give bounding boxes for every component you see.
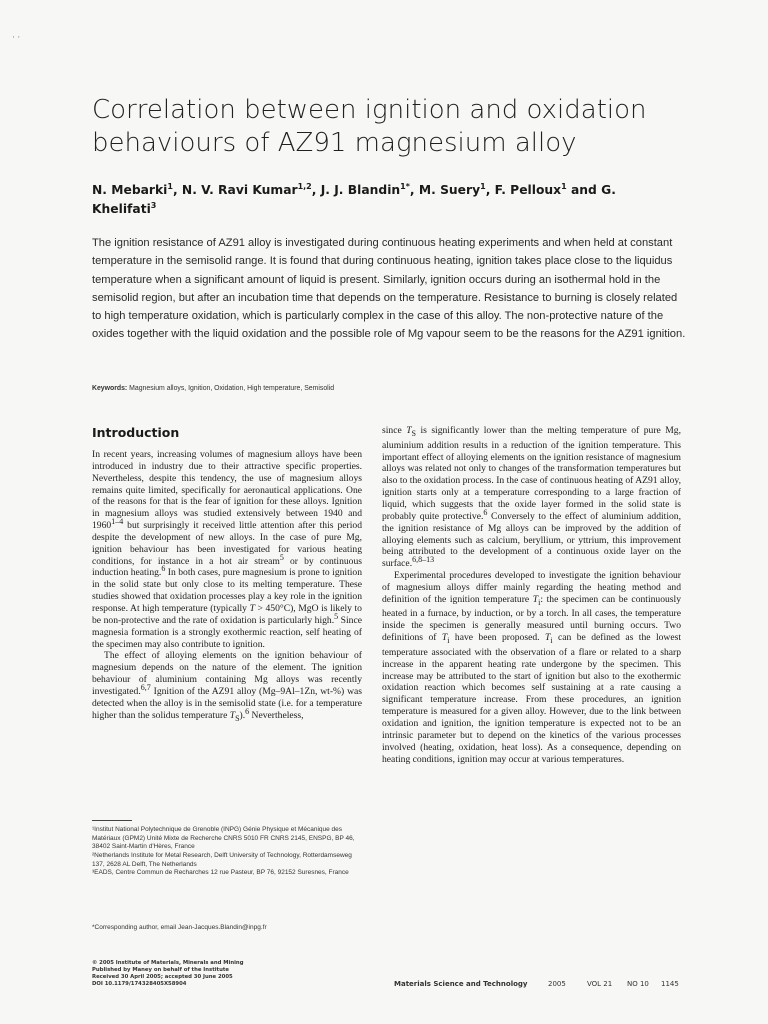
author-affiliation-marker: 3 [150,200,157,210]
keywords-label: Keywords: [92,385,128,392]
author-affiliation-marker: 1 [561,181,567,191]
body-paragraph: The effect of alloying elements on the ignition behaviour of magnesium depends on the nature of the element. The ignition behaviour of aluminium containing Mg alloys was recently investigated.$^{6,7}$ Ignition of the AZ91 alloy (Mg–9Al–1Zn, wt-%) was detected when the alloy is in the semisolid state (i.e. for a temperature higher than the solidus temperature $T_S).^6$ Nevertheless, [92,650,362,723]
author-name: M. Suery [418,183,481,197]
footer-page-number: 1145 [661,980,679,988]
affiliation-1: ¹Institut National Polytechnique de Grenoble (INPG) Génie Physique et Mécanique des Matériaux (GPM2) Unité Mixte de Recherche CNRS 5010 FR CNRS 2145, ENSPG, BP 46, 38402 Saint-Martin d'Hères, France [92,826,355,851]
corresponding-author: *Corresponding author, email Jean-Jacques.Blandin@inpg.fr [92,924,267,931]
footer-volume: VOL 21 [587,980,613,988]
author-affiliation-marker: 1 [480,181,486,191]
introduction-heading: Introduction [92,425,180,440]
author-list [92,181,672,219]
received-line: Received 30 April 2005; accepted 30 June 2005 [92,974,233,980]
footnote-rule [92,820,132,821]
footer-year: 2005 [548,980,566,988]
body-paragraph: since $T_S$ is significantly lower than the melting temperature of pure Mg, aluminium addition results in a reduction of the ignition temperature. This important effect of alloying elements on the ignition resistance of magnesium alloys was related not only to changes of the transformation temperatures but also to the oxidation process. In the case of continuous heating of AZ91 alloy, ignition starts only at a temperature corresponding to a large fraction of liquid, which suggests that the oxide layer formed in the solid state is probably quite protective.$^6$ Conversely to the effect of aluminium addition, the ignition resistance of Mg alloys can be improved by the addition of alloying elements such as calcium, beryllium, or yttrium, this improvement being attributed to the development of a continuous oxide layer on the surface.$^{6,8-13}$ [382,425,682,570]
body-column-left [92,449,362,724]
doi-line: DOI 10.1179/174328405X58904 [92,981,187,987]
affiliation-2: ²Netherlands Institute for Metal Research, Delft University of Technology, Rotterdamseweg 137, 2628 AL Delft, The Netherlands [92,851,352,868]
article-title: Correlation between ignition and oxidation behaviours of AZ91 magnesium alloy [92,95,647,158]
author-name: F. Pelloux [494,183,562,197]
author-name: G. Khelifati [92,183,616,216]
copyright-line: © 2005 Institute of Materials, Minerals and Mining [92,960,244,966]
author-separator: , [311,183,321,197]
keywords-line [92,385,682,392]
footer-journal: Materials Science and Technology [394,980,528,988]
publisher-line: Published by Maney on behalf of the Institute [92,967,229,973]
author-name: N. V. Ravi Kumar [181,183,298,197]
author-separator: , [172,183,182,197]
body-paragraph: Experimental procedures developed to investigate the ignition behaviour of magnesium alloys differ mainly regarding the heating method and definition of the ignition temperature $T_i$: the specimen can be continuously heated in a furnace, by induction, or by a torch. In all cases, the temperature inside the specimen is generally measured until burning occurs. Two definitions of $T_i$ have been proposed. $T_i$ can be defined as the lowest temperature associated with the observation of a flare or related to a sharp increase in the apparent heating rate undergone by the specimen. This increase may be attributed to the start of ignition but also to the exothermic oxidation reaction which becomes self sustaining at a rate causing a significant temperature increase. From these procedures, an ignition temperature is measured for a given alloy. However, due to the link between oxidation and ignition, the ignition temperature is expected not to be an intrinsic parameter but to depend on the kinetics of the various processes involved (heating, oxidation, heat loss). As a consequence, depending on heating conditions, ignition may occur at various temperatures. [382,570,682,765]
author-separator: , [409,183,419,197]
body-column-right [382,425,681,765]
body-paragraph: In recent years, increasing volumes of magnesium alloys have been introduced in industry due to their attractive specific properties. Nevertheless, despite this tendency, the use of magnesium alloys remains quite limited, specifically for aeronautical applications. One of the reasons for that is the fear of ignition for these alloys. Ignition in magnesium alloys was studied extensively between 1940 and 1960$^{1-4}$ but surprisingly it received little attention after this period despite the development of new alloys. In the case of pure Mg, ignition behaviour has been investigated for various heating conditions, for instance in a hot air stream$^5$ or by continuous induction heating.$^6$ In both cases, pure magnesium is prone to ignition in the solid state but only close to its melting temperature. These studies showed that oxidation processes play a key role in the ignition response. At high temperature (typically T > 450°C), MgO is likely to be non-protective and the rate of oxidation is particularly high.$^5$ Since magnesia formation is a strongly exothermic reaction, self heating of the specimen may also contribute to ignition. [92,449,362,650]
author-name: J. J. Blandin [320,183,401,197]
affiliations [92,826,364,878]
abstract: The ignition resistance of AZ91 alloy is investigated during continuous heating experiments and when held at constant temperature in the semisolid range. It is found that during continuous heating, ignition takes place close to the liquidus temperature when a significant amount of liquid is present. Similarly, ignition occurs during an isothermal hold in the semisolid region, but after an incubation time that depends on the temperature. Resistance to burning is closely related to high temperature oxidation, which is particularly complex in the case of this alloy. The non-protective nature of the oxides together with the liquid oxidation and the possible role of Mg vapour seem to be the reasons for the AZ91 ignition. [92,237,686,341]
copyright-block [92,960,332,988]
author-separator: , [485,183,495,197]
footer-issue: NO 10 [627,980,649,988]
author-name: N. Mebarki [92,183,168,197]
author-affiliation-marker: 1* [400,181,410,191]
scan-mark: · · [12,32,21,42]
author-affiliation-marker: 1 [167,181,173,191]
author-affiliation-marker: 1,2 [297,181,312,191]
keywords-text: Magnesium alloys, Ignition, Oxidation, High temperature, Semisolid [129,385,335,392]
affiliation-3: ³EADS, Centre Commun de Recharches 12 rue Pasteur, BP 76, 92152 Suresnes, France [92,869,349,877]
author-separator: and [566,183,602,197]
